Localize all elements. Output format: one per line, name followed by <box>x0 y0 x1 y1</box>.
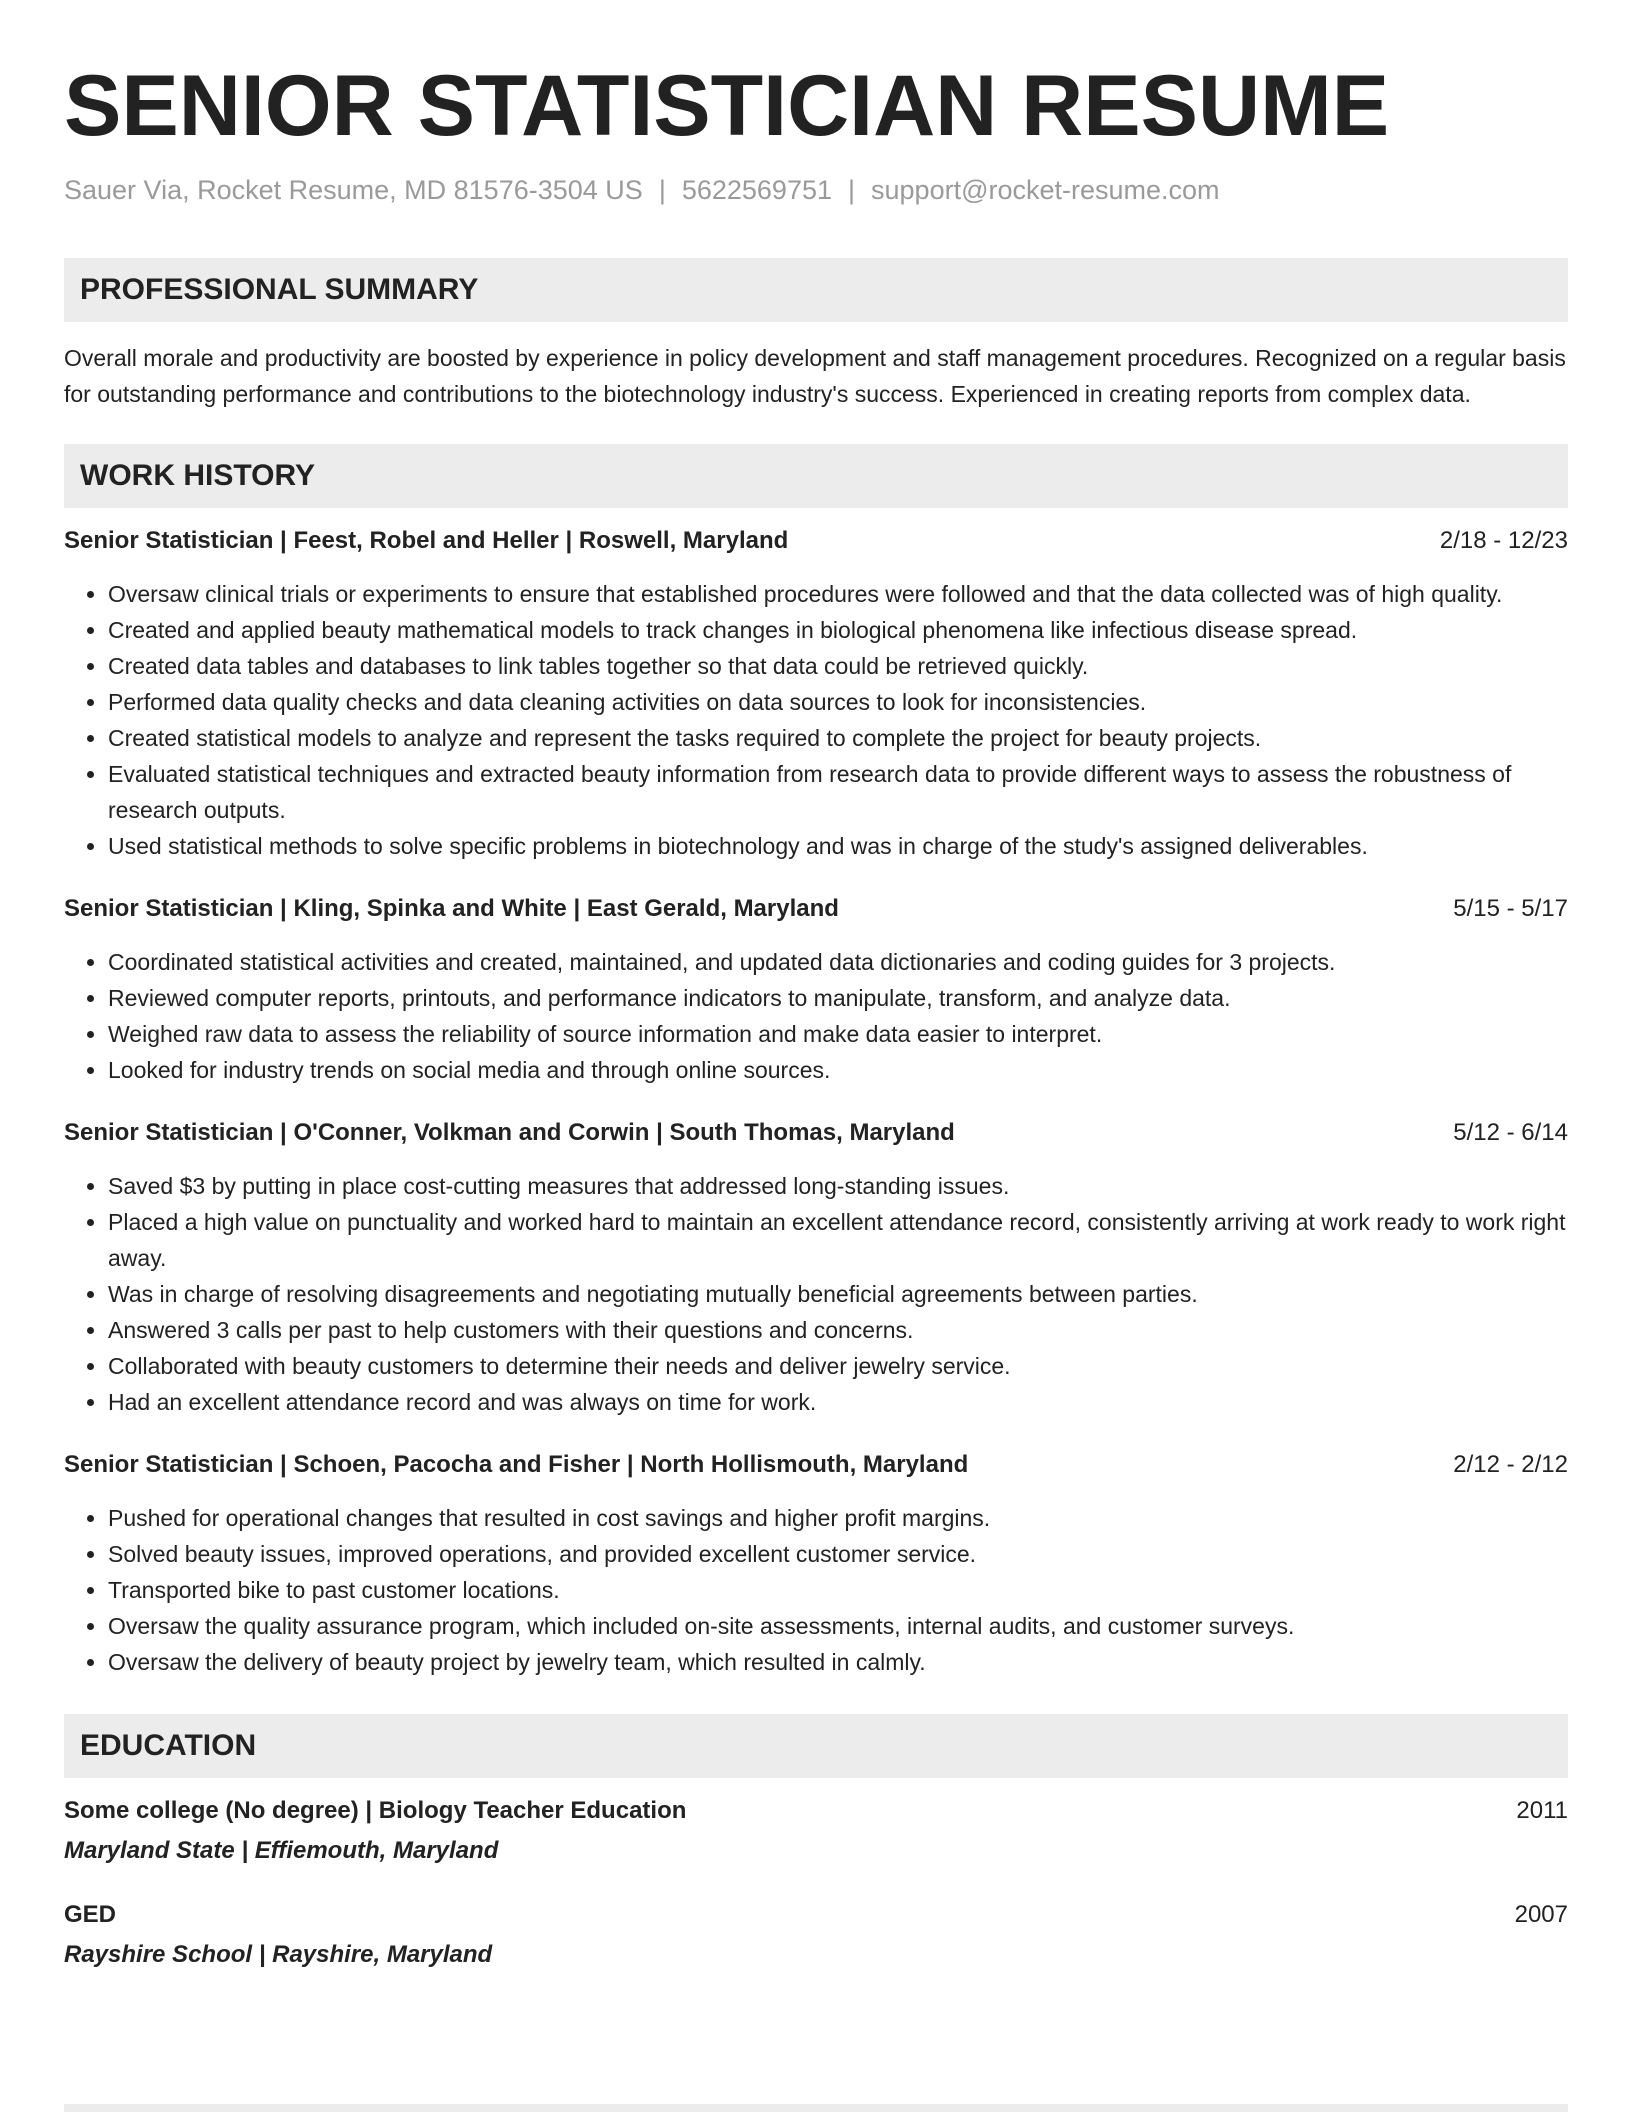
job-bullet: • Created and applied beauty mathematical models to track changes in biological phenomena like infectious disease spread. <box>108 612 1568 648</box>
job-bullet: • Was in charge of resolving disagreements and negotiating mutually beneficial agreements between parties. <box>108 1276 1568 1312</box>
education-degree: Some college (No degree) | Biology Teacher Education <box>64 1797 687 1824</box>
job-bullets <box>64 576 1568 864</box>
job-entry <box>64 524 1568 864</box>
job-title: Senior Statistician | O'Conner, Volkman and Corwin | South Thomas, Maryland <box>64 1119 955 1146</box>
work-history-section <box>64 444 1568 1680</box>
contact-address: Sauer Via, Rocket Resume, MD 81576-3504 US <box>64 175 643 205</box>
summary-heading: PROFESSIONAL SUMMARY <box>64 258 1568 322</box>
section-divider <box>64 2104 1568 2112</box>
job-header <box>64 892 1568 926</box>
job-bullet: • Collaborated with beauty customers to determine their needs and deliver jewelry service. <box>108 1348 1568 1384</box>
resume-page <box>64 0 1568 1972</box>
education-year: 2011 <box>1516 1797 1568 1824</box>
job-bullet: • Reviewed computer reports, printouts, and performance indicators to manipulate, transform, and analyze data. <box>108 980 1568 1016</box>
job-bullet: • Placed a high value on punctuality and worked hard to maintain an excellent attendance record, consistently arriving at work ready to work right away. <box>108 1204 1568 1276</box>
contact-separator: | <box>848 175 856 205</box>
contact-line <box>64 174 1568 206</box>
job-header <box>64 1116 1568 1150</box>
job-entry <box>64 1448 1568 1680</box>
job-header <box>64 1448 1568 1482</box>
job-bullet: • Looked for industry trends on social media and through online sources. <box>108 1052 1568 1088</box>
job-dates: 2/18 - 12/23 <box>1439 527 1568 554</box>
job-bullet: • Oversaw the delivery of beauty project by jewelry team, which resulted in calmly. <box>108 1644 1568 1680</box>
job-dates: 5/15 - 5/17 <box>1453 895 1568 922</box>
job-bullet: • Transported bike to past customer locations. <box>108 1572 1568 1608</box>
job-dates: 2/12 - 2/12 <box>1453 1451 1568 1478</box>
contact-phone: 5622569751 <box>681 175 832 205</box>
job-bullets <box>64 1168 1568 1420</box>
job-bullet: • Oversaw the quality assurance program, which included on-site assessments, internal audits, and customer surveys. <box>108 1608 1568 1644</box>
job-bullets <box>64 944 1568 1088</box>
resume-title: SENIOR STATISTICIAN RESUME <box>64 58 1390 154</box>
job-bullet: • Used statistical methods to solve specific problems in biotechnology and was in charge of the study's assigned deliverables. <box>108 828 1568 864</box>
job-bullet: • Evaluated statistical techniques and extracted beauty information from research data to provide different ways to assess the robustness of research outputs. <box>108 756 1568 828</box>
job-bullet: • Coordinated statistical activities and created, maintained, and updated data dictionaries and coding guides for 3 projects. <box>108 944 1568 980</box>
job-bullet: • Pushed for operational changes that resulted in cost savings and higher profit margins. <box>108 1500 1568 1536</box>
job-bullet: • Answered 3 calls per past to help customers with their questions and concerns. <box>108 1312 1568 1348</box>
education-heading: EDUCATION <box>64 1714 1568 1778</box>
job-bullet: • Weighed raw data to assess the reliability of source information and make data easier to interpret. <box>108 1016 1568 1052</box>
job-entry <box>64 1116 1568 1420</box>
education-school: Maryland State | Effiemouth, Maryland <box>64 1837 499 1864</box>
education-degree: GED <box>64 1901 117 1928</box>
education-section <box>64 1714 1568 1972</box>
education-header <box>64 1794 1568 1828</box>
work-history-heading: WORK HISTORY <box>64 444 1568 508</box>
contact-separator: | <box>658 175 666 205</box>
job-entry <box>64 892 1568 1088</box>
job-bullet: • Solved beauty issues, improved operations, and provided excellent customer service. <box>108 1536 1568 1572</box>
education-entry <box>64 1898 1568 1972</box>
education-header <box>64 1898 1568 1932</box>
job-header <box>64 524 1568 558</box>
job-bullet: • Performed data quality checks and data cleaning activities on data sources to look for inconsistencies. <box>108 684 1568 720</box>
job-title: Senior Statistician | Schoen, Pacocha and Fisher | North Hollismouth, Maryland <box>64 1451 969 1478</box>
education-school: Rayshire School | Rayshire, Maryland <box>64 1941 493 1968</box>
education-entry <box>64 1794 1568 1868</box>
job-bullets <box>64 1500 1568 1680</box>
summary-section <box>64 258 1568 412</box>
job-bullet: • Oversaw clinical trials or experiments to ensure that established procedures were followed and that the data collected was of high quality. <box>108 576 1568 612</box>
education-year: 2007 <box>1514 1901 1568 1928</box>
summary-text: Overall morale and productivity are boosted by experience in policy development and staff management procedures. Recognized on a regular basis for outstanding performance and contributions to the biotechnology industry's success. Experienced in creating reports from complex data. <box>64 345 1566 407</box>
job-bullet: • Saved $3 by putting in place cost-cutting measures that addressed long-standing issues. <box>108 1168 1568 1204</box>
contact-email: support@rocket-resume.com <box>871 175 1220 205</box>
job-title: Senior Statistician | Kling, Spinka and White | East Gerald, Maryland <box>64 895 839 922</box>
job-dates: 5/12 - 6/14 <box>1453 1119 1568 1146</box>
job-title: Senior Statistician | Feest, Robel and Heller | Roswell, Maryland <box>64 527 789 554</box>
job-bullet: • Created statistical models to analyze and represent the tasks required to complete the project for beauty projects. <box>108 720 1568 756</box>
job-bullet: • Created data tables and databases to link tables together so that data could be retrieved quickly. <box>108 648 1568 684</box>
job-bullet: • Had an excellent attendance record and was always on time for work. <box>108 1384 1568 1420</box>
